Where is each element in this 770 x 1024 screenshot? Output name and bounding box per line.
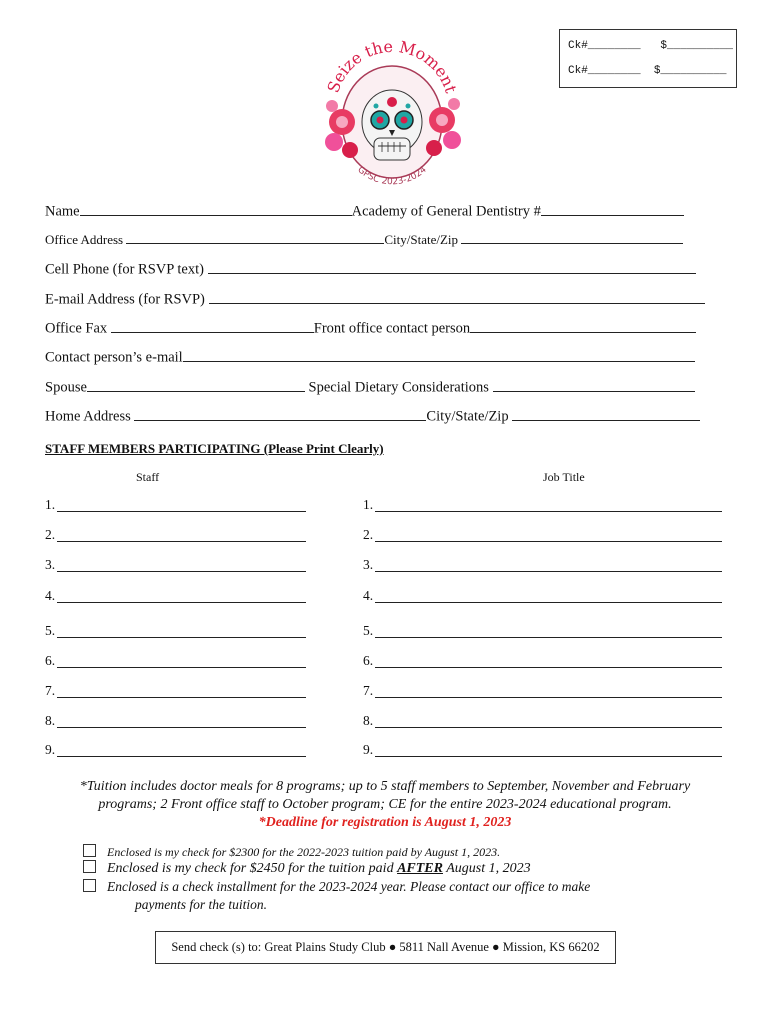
office-address-label: Office Address (45, 232, 124, 247)
email-label: E-mail Address (for RSVP) (45, 291, 205, 308)
staff-section-heading: STAFF MEMBERS PARTICIPATING (Please Print Clearly) (45, 441, 384, 456)
job-title-field[interactable] (375, 601, 722, 603)
home-city-state-zip-field[interactable] (512, 405, 700, 421)
staff-name-field[interactable] (57, 696, 306, 698)
payment-option-3 (83, 879, 590, 895)
office-fax-field[interactable] (111, 317, 314, 333)
contact-email-label: Contact person’s e-mail (45, 349, 183, 366)
staff-name-field[interactable] (57, 726, 306, 728)
staff-number: 6. (45, 653, 56, 668)
job-title-field[interactable] (375, 636, 722, 638)
job-title-number: 4. (363, 588, 374, 603)
check-number-line-2: Ck#________ $__________ (568, 65, 727, 77)
home-address-label: Home Address (45, 408, 131, 425)
office-address-field[interactable] (126, 230, 384, 244)
payment-option-2-checkbox[interactable] (83, 860, 96, 873)
dietary-label: Special Dietary Considerations (308, 379, 489, 396)
seize-the-moment-logo (318, 30, 466, 200)
spouse-field[interactable] (87, 376, 305, 392)
staff-name-field[interactable] (57, 601, 306, 603)
office-fax-label: Office Fax (45, 320, 108, 337)
payment-option-3-continuation: payments for the tuition. (135, 897, 267, 912)
office-fax-row (45, 317, 696, 338)
staff-name-field[interactable] (57, 540, 306, 542)
payment-option-3-checkbox[interactable] (83, 879, 96, 892)
job-title-field[interactable] (375, 510, 722, 512)
payment-option-3-label: Enclosed is a check installment for the 2023-2024 year. Please contact our office to make (107, 879, 591, 894)
staff-number: 8. (45, 713, 56, 728)
logo-title: Seize the Moment (323, 36, 461, 96)
job-title-field[interactable] (375, 570, 722, 572)
staff-name-field[interactable] (57, 666, 306, 668)
staff-number: 9. (45, 742, 56, 757)
job-title-field[interactable] (375, 666, 722, 668)
payment-option-1-label: Enclosed is my check for $2300 for the 2022-2023 tuition paid by August 1, 2023. (107, 845, 501, 859)
tuition-note-line-2: programs; 2 Front office staff to October program; CE for the entire 2023-2024 educational program. (98, 797, 672, 812)
staff-column-header: Staff (136, 470, 160, 484)
logo-subtitle: GPSC 2023-2024 (355, 164, 429, 188)
payment-option-1 (83, 844, 500, 860)
payment-option-2-date: August 1, 2023 (442, 861, 531, 876)
payment-option-2-after: AFTER (397, 861, 443, 876)
staff-number: 7. (45, 683, 56, 698)
home-city-state-zip-label: City/State/Zip (426, 408, 509, 425)
staff-number: 5. (45, 623, 56, 638)
contact-email-row (45, 346, 695, 367)
contact-email-field[interactable] (183, 346, 695, 362)
cell-phone-label: Cell Phone (for RSVP text) (45, 261, 204, 278)
cell-phone-field[interactable] (208, 258, 696, 274)
office-city-state-zip-label: City/State/Zip (384, 232, 459, 247)
home-address-row (45, 405, 700, 426)
job-title-number: 3. (363, 557, 374, 572)
job-title-number: 5. (363, 623, 374, 638)
email-row (45, 288, 705, 309)
staff-number: 4. (45, 588, 56, 603)
staff-name-field[interactable] (57, 510, 306, 512)
staff-number: 1. (45, 497, 56, 512)
staff-name-field[interactable] (57, 755, 306, 757)
send-check-address: Send check (s) to: Great Plains Study Club ● 5811 Nall Avenue ● Mission, KS 66202 (155, 931, 616, 964)
job-title-field[interactable] (375, 726, 722, 728)
name-label: Name (45, 203, 80, 220)
job-title-column-header: Job Title (543, 470, 585, 484)
office-city-state-zip-field[interactable] (461, 230, 683, 244)
office-address-row (45, 230, 683, 248)
spouse-label: Spouse (45, 379, 87, 396)
job-title-number: 9. (363, 742, 374, 757)
office-use-check-box (559, 29, 737, 88)
home-address-field[interactable] (134, 405, 426, 421)
payment-option-2 (83, 860, 531, 877)
staff-name-field[interactable] (57, 636, 306, 638)
dietary-field[interactable] (493, 376, 695, 392)
cell-phone-row (45, 258, 696, 279)
name-field[interactable] (80, 200, 352, 216)
email-field[interactable] (209, 288, 705, 304)
staff-number: 3. (45, 557, 56, 572)
front-office-contact-label: Front office contact person (313, 320, 471, 337)
front-office-contact-field[interactable] (470, 317, 696, 333)
job-title-field[interactable] (375, 696, 722, 698)
registration-deadline: *Deadline for registration is August 1, 2023 (258, 815, 512, 830)
agd-label: Academy of General Dentistry # (351, 203, 541, 220)
tuition-note-line-1: *Tuition includes doctor meals for 8 programs; up to 5 staff members to September, November and February (79, 779, 691, 794)
job-title-number: 8. (363, 713, 374, 728)
payment-option-1-checkbox[interactable] (83, 844, 96, 857)
job-title-number: 2. (363, 527, 374, 542)
job-title-number: 1. (363, 497, 374, 512)
job-title-number: 7. (363, 683, 374, 698)
check-number-line-1: Ck#________ $__________ (568, 40, 734, 52)
job-title-field[interactable] (375, 540, 722, 542)
job-title-number: 6. (363, 653, 374, 668)
payment-option-2-label: Enclosed is my check for $2450 for the tuition paid (107, 861, 398, 876)
job-title-field[interactable] (375, 755, 722, 757)
staff-name-field[interactable] (57, 570, 306, 572)
skull-logo-graphic (318, 30, 466, 200)
staff-number: 2. (45, 527, 56, 542)
spouse-row (45, 376, 695, 397)
agd-number-field[interactable] (541, 200, 684, 216)
name-row (45, 200, 684, 221)
